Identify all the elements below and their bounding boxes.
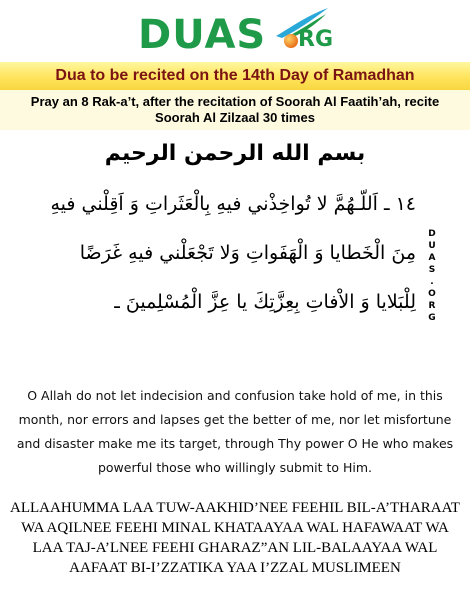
site-logo[interactable] bbox=[0, 0, 470, 62]
page-title: Dua to be recited on the 14th Day of Ramadhan bbox=[55, 67, 415, 84]
vertical-watermark bbox=[426, 228, 438, 324]
watermark-letter: G bbox=[428, 313, 436, 323]
watermark-letter: U bbox=[428, 241, 436, 251]
title-bar bbox=[0, 62, 470, 90]
arabic-line: مِنَ الْخَطايا وَ الْهَفَواتِ وَلا تَجْعَلْني فيهِ غَرَضًا bbox=[79, 242, 416, 264]
logo-suffix: RG bbox=[298, 27, 333, 52]
watermark-letter: D bbox=[428, 229, 436, 239]
watermark-letter: S bbox=[428, 265, 436, 275]
logo-dot-icon bbox=[284, 34, 298, 48]
instruction-bar bbox=[0, 90, 470, 130]
arabic-dua bbox=[16, 180, 416, 327]
watermark-letter: . bbox=[430, 277, 434, 287]
arabic-line: ١٤ ـ اَللّـهُمَّ لا تُواخِذْني فيهِ بِالْعَثَراتِ وَ اَقِلْني فيهِ bbox=[50, 193, 416, 215]
watermark-letter: O bbox=[428, 289, 436, 299]
arabic-line: لِلْبَلايا وَ الاْفاتِ بِعِزَّتِكَ يا عِزَّ الْمُسْلِمينَ ـ bbox=[114, 291, 416, 313]
bismillah-heading: بسم الله الرحمن الرحيم bbox=[104, 141, 366, 166]
watermark-letter: R bbox=[428, 301, 436, 311]
english-translation: O Allah do not let indecision and confusion take hold of me, in this month, nor errors and lapses get the better of me, nor let misfortune and disaster make me its target, through Thy power O He who makes powerful those who willingly submit to Him. bbox=[16, 388, 454, 475]
watermark-letter: A bbox=[428, 253, 436, 263]
transliteration-text: ALLAAHUMMA LAA TUW-AAKHID’NEE FEEHIL BIL-A’THARAAT WA AQILNEE FEEHI MINAL KHATAAYAA WAL HAFAWAAT WA LAA TAJ-A’LNEE FEEHI GHARAZ”AN LIL-BALAAYAA WAL AAFAAT BI-I’ZZATIKA YAA I’ZZAL MUSLIMEEN bbox=[10, 500, 460, 576]
logo-text: DUAS bbox=[138, 12, 267, 58]
instruction-text: Pray an 8 Rak-a’t, after the recitation of Soorah Al Faatih’ah, recite Soorah Al Zilzaal 30 times bbox=[30, 94, 440, 125]
